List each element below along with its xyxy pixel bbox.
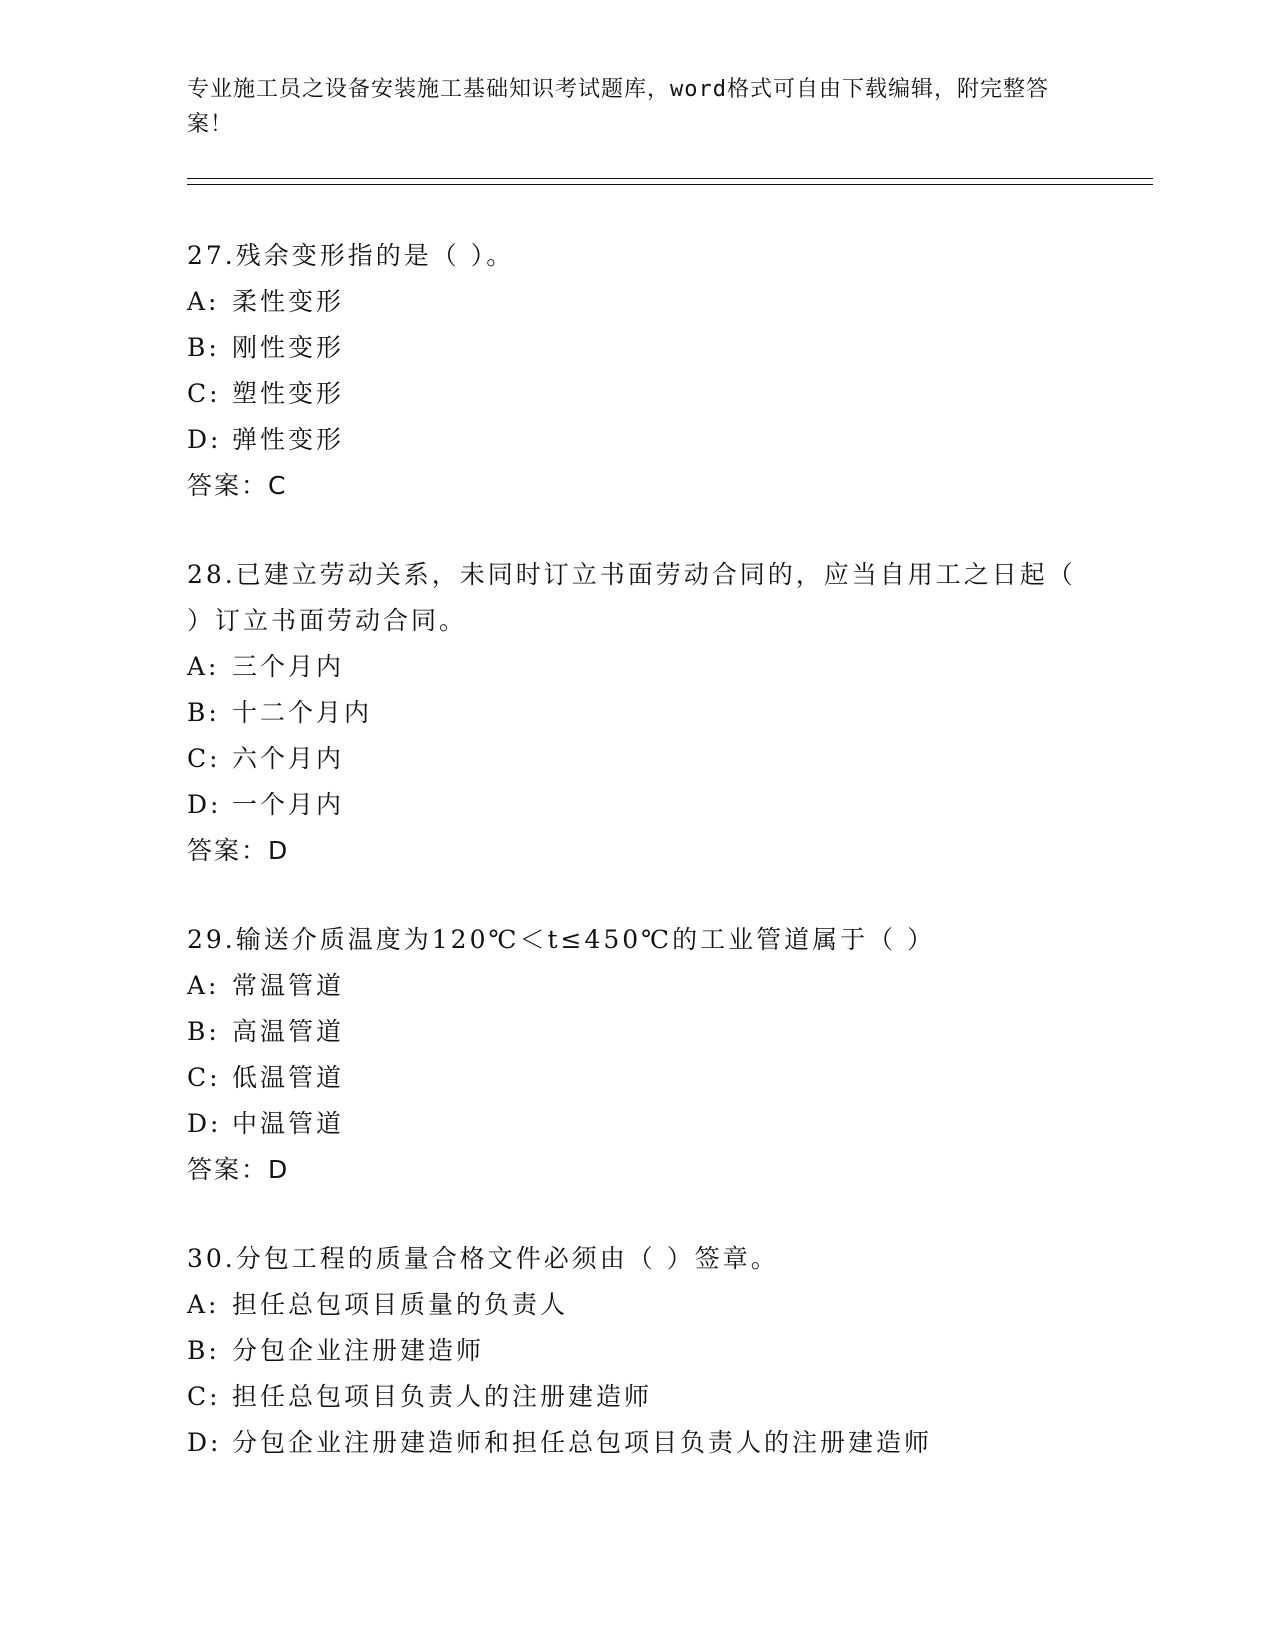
option-c bbox=[187, 1055, 1087, 1101]
option-text: 分包企业注册建造师 bbox=[232, 1336, 485, 1365]
option-letter: D: bbox=[187, 1109, 222, 1138]
option-d bbox=[187, 417, 1087, 463]
option-letter: A: bbox=[187, 1290, 220, 1319]
question-29 bbox=[187, 917, 1087, 1193]
answer-label: 答案： bbox=[187, 836, 269, 865]
question-stem: 已建立劳动关系，未同时订立书面劳动合同的，应当自用工之日起（ ）订立书面劳动合同。 bbox=[187, 560, 1076, 635]
option-b bbox=[187, 1328, 1087, 1374]
option-letter: A: bbox=[187, 652, 220, 681]
option-letter: C: bbox=[187, 744, 221, 773]
option-letter: B: bbox=[187, 698, 220, 727]
question-stem: 残余变形指的是（ ）。 bbox=[235, 241, 515, 270]
option-text: 担任总包项目负责人的注册建造师 bbox=[232, 1382, 653, 1411]
option-text: 低温管道 bbox=[232, 1063, 345, 1092]
question-28 bbox=[187, 552, 1087, 874]
question-30 bbox=[187, 1236, 1087, 1466]
option-letter: A: bbox=[187, 287, 220, 316]
option-c bbox=[187, 736, 1087, 782]
question-stem: 输送介质温度为120℃＜t≤450℃的工业管道属于（ ） bbox=[235, 925, 936, 954]
question-number: 27. bbox=[187, 241, 236, 270]
answer-line bbox=[187, 1147, 1087, 1193]
question-text bbox=[187, 917, 1087, 963]
option-letter: C: bbox=[187, 1063, 221, 1092]
option-text: 三个月内 bbox=[232, 652, 345, 681]
option-c bbox=[187, 1374, 1087, 1420]
option-text: 担任总包项目质量的负责人 bbox=[232, 1290, 569, 1319]
answer-line bbox=[187, 828, 1087, 874]
option-letter: C: bbox=[187, 379, 221, 408]
option-letter: D: bbox=[187, 425, 222, 454]
answer-line bbox=[187, 463, 1087, 509]
option-letter: B: bbox=[187, 1336, 220, 1365]
option-a bbox=[187, 1282, 1087, 1328]
option-letter: D: bbox=[187, 1428, 222, 1457]
question-text bbox=[187, 552, 1087, 644]
option-b bbox=[187, 690, 1087, 736]
option-b bbox=[187, 1009, 1087, 1055]
option-b bbox=[187, 325, 1087, 371]
option-a bbox=[187, 279, 1087, 325]
question-text bbox=[187, 1236, 1087, 1282]
option-letter: A: bbox=[187, 971, 220, 1000]
option-text: 高温管道 bbox=[232, 1017, 345, 1046]
option-letter: D: bbox=[187, 790, 222, 819]
option-text: 塑性变形 bbox=[232, 379, 345, 408]
header-rule-top bbox=[187, 178, 1153, 179]
option-text: 刚性变形 bbox=[232, 333, 345, 362]
option-text: 柔性变形 bbox=[232, 287, 345, 316]
question-number: 30. bbox=[187, 1244, 236, 1273]
question-27 bbox=[187, 233, 1087, 509]
option-d bbox=[187, 1420, 1087, 1466]
question-stem: 分包工程的质量合格文件必须由（ ）签章。 bbox=[235, 1244, 779, 1273]
option-text: 中温管道 bbox=[232, 1109, 345, 1138]
option-letter: B: bbox=[187, 333, 220, 362]
option-d bbox=[187, 1101, 1087, 1147]
option-letter: B: bbox=[187, 1017, 220, 1046]
answer-label: 答案： bbox=[187, 471, 269, 500]
answer-value: D bbox=[268, 1155, 290, 1184]
option-c bbox=[187, 371, 1087, 417]
question-number: 28. bbox=[187, 560, 236, 589]
option-text: 一个月内 bbox=[232, 790, 345, 819]
question-text bbox=[187, 233, 1087, 279]
option-letter: C: bbox=[187, 1382, 221, 1411]
answer-label: 答案： bbox=[187, 1155, 269, 1184]
option-text: 常温管道 bbox=[232, 971, 345, 1000]
question-number: 29. bbox=[187, 925, 236, 954]
option-text: 十二个月内 bbox=[232, 698, 373, 727]
page-header: 专业施工员之设备安装施工基础知识考试题库，word格式可自由下载编辑，附完整答案！ bbox=[187, 77, 1049, 137]
option-d bbox=[187, 782, 1087, 828]
option-text: 六个月内 bbox=[232, 744, 345, 773]
answer-value: C bbox=[268, 471, 288, 500]
option-a bbox=[187, 644, 1087, 690]
option-a bbox=[187, 963, 1087, 1009]
option-text: 分包企业注册建造师和担任总包项目负责人的注册建造师 bbox=[232, 1428, 933, 1457]
header-rule-bottom bbox=[187, 184, 1153, 185]
option-text: 弹性变形 bbox=[232, 425, 345, 454]
answer-value: D bbox=[268, 836, 290, 865]
